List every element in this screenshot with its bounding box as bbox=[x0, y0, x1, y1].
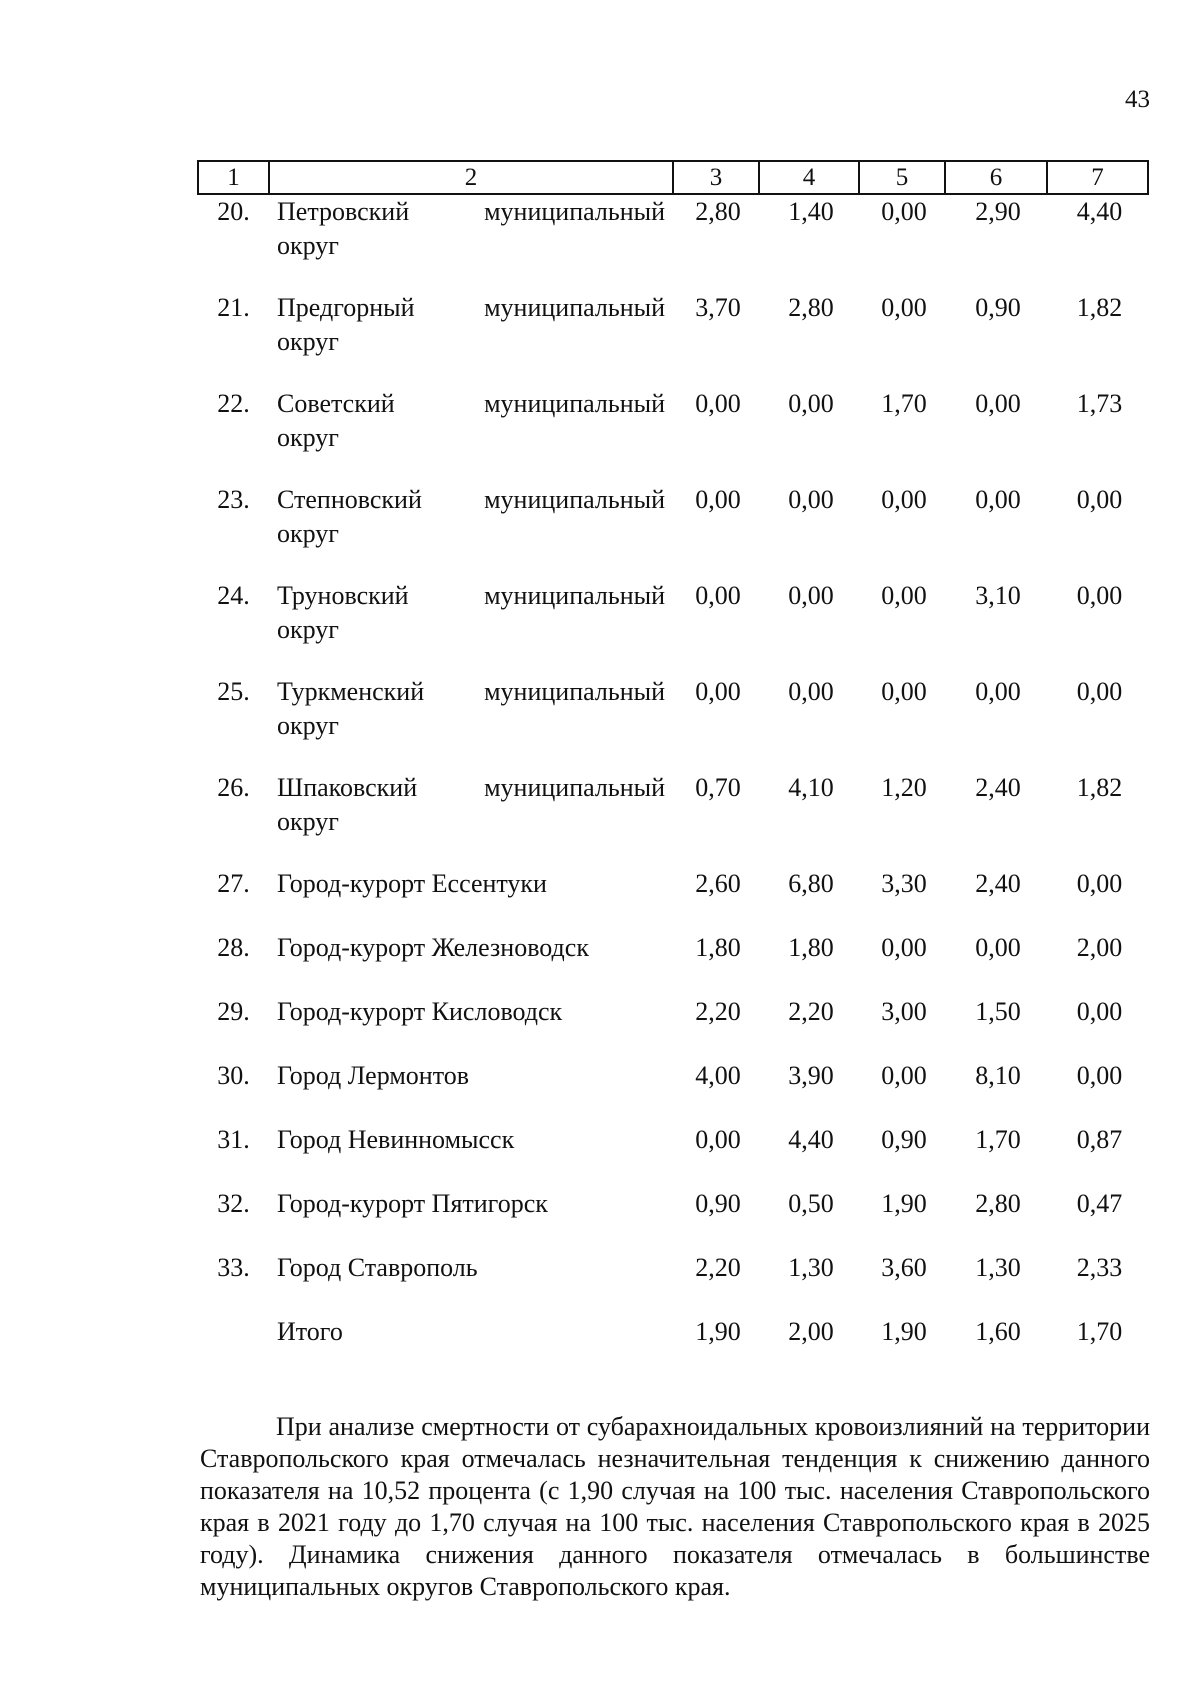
row-index: 29. bbox=[217, 997, 250, 1026]
header-col-2: 2 bbox=[269, 161, 673, 194]
row-index: 30. bbox=[217, 1061, 250, 1090]
row-value-5: 1,70 bbox=[881, 389, 927, 418]
row-value-4: 3,90 bbox=[788, 1061, 834, 1090]
row-value-6: 2,40 bbox=[975, 869, 1021, 898]
row-name: Город-курорт Пятигорск bbox=[277, 1189, 548, 1218]
row-value-5: 1,90 bbox=[881, 1317, 927, 1346]
row-value-4: 0,00 bbox=[788, 389, 834, 418]
row-value-3: 0,00 bbox=[695, 581, 741, 610]
row-value-7: 2,00 bbox=[1076, 933, 1123, 962]
row-value-7: 1,82 bbox=[1076, 773, 1123, 802]
row-value-6: 2,80 bbox=[975, 1189, 1021, 1218]
header-col-5: 5 bbox=[859, 161, 945, 194]
row-value-4: 2,00 bbox=[788, 1317, 834, 1346]
table-header bbox=[198, 161, 1148, 194]
row-value-6: 1,50 bbox=[975, 997, 1021, 1026]
row-name bbox=[269, 771, 673, 867]
row-name-word: Предгорный bbox=[277, 293, 415, 322]
table-row bbox=[198, 387, 1148, 483]
row-value-7: 2,33 bbox=[1076, 1253, 1123, 1282]
row-name-mid: муниципальный bbox=[484, 485, 665, 514]
row-name bbox=[269, 579, 673, 675]
row-value-7: 0,00 bbox=[1076, 997, 1123, 1026]
row-value-6: 0,00 bbox=[975, 485, 1021, 514]
row-name: Город-курорт Кисловодск bbox=[277, 997, 563, 1026]
row-value-7: 0,47 bbox=[1076, 1189, 1123, 1218]
data-table bbox=[197, 160, 1149, 1379]
row-value-4: 1,30 bbox=[788, 1253, 834, 1282]
row-value-6: 2,90 bbox=[975, 197, 1021, 226]
row-value-4: 6,80 bbox=[788, 869, 834, 898]
row-name-word: Петровский bbox=[277, 197, 410, 226]
row-index: 23. bbox=[217, 485, 250, 514]
table-row bbox=[198, 291, 1148, 387]
row-value-5: 0,00 bbox=[881, 293, 927, 322]
row-value-3: 2,80 bbox=[695, 197, 741, 226]
row-value-6: 1,70 bbox=[975, 1125, 1021, 1154]
row-name: Город-курорт Ессентуки bbox=[277, 869, 547, 898]
row-name bbox=[269, 194, 673, 291]
row-value-5: 0,00 bbox=[881, 1061, 927, 1090]
row-name-mid: муниципальный bbox=[484, 293, 665, 322]
row-value-7: 0,00 bbox=[1076, 677, 1123, 706]
row-index: 27. bbox=[217, 869, 250, 898]
table-row bbox=[198, 1059, 1148, 1123]
row-value-6: 1,30 bbox=[975, 1253, 1021, 1282]
row-name-end: округ bbox=[277, 231, 339, 260]
row-value-5: 0,00 bbox=[881, 581, 927, 610]
row-name-mid: муниципальный bbox=[484, 389, 665, 418]
row-name bbox=[269, 675, 673, 771]
table-row bbox=[198, 579, 1148, 675]
table-row bbox=[198, 995, 1148, 1059]
row-name: Итого bbox=[277, 1317, 343, 1346]
header-col-1: 1 bbox=[198, 161, 269, 194]
row-value-4: 2,80 bbox=[788, 293, 834, 322]
row-name-end: округ bbox=[277, 327, 339, 356]
row-name bbox=[269, 291, 673, 387]
row-value-5: 1,20 bbox=[881, 773, 927, 802]
row-value-6: 0,00 bbox=[975, 933, 1021, 962]
row-name-end: округ bbox=[277, 711, 339, 740]
row-index: 20. bbox=[217, 197, 250, 226]
table-row bbox=[198, 483, 1148, 579]
row-value-6: 0,00 bbox=[975, 677, 1021, 706]
row-name: Город Ставрополь bbox=[277, 1253, 478, 1282]
body-paragraph: При анализе смертности от субарахноидальных кровоизлияний на территории Ставропольского края отмечалась незначительная тенденция к снижению данного показателя на 10,52 процента (с 1,90 случая на 100 тыс. населения Ставропольского края в 2021 году до 1,70 случая на 100 тыс. населения Ставропольского края в 2025 году). Динамика снижения данного показателя отмечалась в большинстве муниципальных округов Ставропольского края. bbox=[200, 1412, 1150, 1601]
row-index bbox=[198, 1315, 269, 1379]
row-name-mid: муниципальный bbox=[484, 677, 665, 706]
row-name bbox=[269, 387, 673, 483]
row-value-6: 3,10 bbox=[975, 581, 1021, 610]
row-value-3: 2,20 bbox=[695, 997, 741, 1026]
row-index: 25. bbox=[217, 677, 250, 706]
row-name-mid: муниципальный bbox=[484, 773, 665, 802]
row-index: 31. bbox=[217, 1125, 250, 1154]
row-value-6: 8,10 bbox=[975, 1061, 1021, 1090]
row-index: 33. bbox=[217, 1253, 250, 1282]
row-name-end: округ bbox=[277, 519, 339, 548]
table-row bbox=[198, 771, 1148, 867]
row-value-3: 0,90 bbox=[695, 1189, 741, 1218]
row-name-end: округ bbox=[277, 615, 339, 644]
row-value-4: 0,00 bbox=[788, 485, 834, 514]
row-value-3: 4,00 bbox=[695, 1061, 741, 1090]
row-value-5: 0,90 bbox=[881, 1125, 927, 1154]
row-index: 21. bbox=[217, 293, 250, 322]
row-value-5: 1,90 bbox=[881, 1189, 927, 1218]
row-value-7: 0,00 bbox=[1076, 869, 1123, 898]
row-value-6: 0,90 bbox=[975, 293, 1021, 322]
row-value-3: 0,70 bbox=[695, 773, 741, 802]
row-value-4: 1,40 bbox=[788, 197, 834, 226]
row-index: 26. bbox=[217, 773, 250, 802]
row-name-end: округ bbox=[277, 423, 339, 452]
row-name bbox=[269, 483, 673, 579]
row-value-7: 4,40 bbox=[1076, 197, 1123, 226]
row-name-word: Труновский bbox=[277, 581, 409, 610]
row-value-7: 0,00 bbox=[1076, 1061, 1123, 1090]
header-col-6: 6 bbox=[945, 161, 1047, 194]
row-value-4: 1,80 bbox=[788, 933, 834, 962]
row-value-7: 1,73 bbox=[1076, 389, 1123, 418]
row-value-7: 0,87 bbox=[1076, 1125, 1123, 1154]
row-value-5: 0,00 bbox=[881, 933, 927, 962]
row-value-5: 3,60 bbox=[881, 1253, 927, 1282]
row-value-4: 4,10 bbox=[788, 773, 834, 802]
row-value-7: 1,82 bbox=[1076, 293, 1123, 322]
row-value-3: 0,00 bbox=[695, 389, 741, 418]
row-value-7: 1,70 bbox=[1076, 1317, 1123, 1346]
row-index: 24. bbox=[217, 581, 250, 610]
row-value-3: 3,70 bbox=[695, 293, 741, 322]
row-index: 32. bbox=[217, 1189, 250, 1218]
row-name: Город Невинномысск bbox=[277, 1125, 515, 1154]
table-row bbox=[198, 1187, 1148, 1251]
table-body bbox=[198, 194, 1148, 1379]
table-row bbox=[198, 675, 1148, 771]
row-index: 28. bbox=[217, 933, 250, 962]
table-row bbox=[198, 194, 1148, 291]
row-value-3: 0,00 bbox=[695, 485, 741, 514]
table-row bbox=[198, 931, 1148, 995]
row-value-4: 4,40 bbox=[788, 1125, 834, 1154]
row-value-4: 0,00 bbox=[788, 677, 834, 706]
row-name-word: Туркменский bbox=[277, 677, 425, 706]
row-name-word: Степновский bbox=[277, 485, 422, 514]
row-value-4: 0,50 bbox=[788, 1189, 834, 1218]
row-value-3: 0,00 bbox=[695, 1125, 741, 1154]
table-row-total bbox=[198, 1315, 1148, 1379]
table-row bbox=[198, 1123, 1148, 1187]
row-value-6: 1,60 bbox=[975, 1317, 1021, 1346]
row-name-word: Шпаковский bbox=[277, 773, 418, 802]
row-name-word: Советский bbox=[277, 389, 395, 418]
row-value-5: 0,00 bbox=[881, 197, 927, 226]
row-index: 22. bbox=[217, 389, 250, 418]
row-value-3: 1,80 bbox=[695, 933, 741, 962]
header-col-4: 4 bbox=[759, 161, 859, 194]
row-value-6: 2,40 bbox=[975, 773, 1021, 802]
page-number: 43 bbox=[1125, 86, 1150, 113]
row-value-5: 3,00 bbox=[881, 997, 927, 1026]
row-value-5: 0,00 bbox=[881, 485, 927, 514]
table-row bbox=[198, 867, 1148, 931]
row-value-4: 0,00 bbox=[788, 581, 834, 610]
row-value-3: 2,60 bbox=[695, 869, 741, 898]
row-name-mid: муниципальный bbox=[484, 581, 665, 610]
row-value-3: 0,00 bbox=[695, 677, 741, 706]
row-value-7: 0,00 bbox=[1076, 485, 1123, 514]
row-value-5: 3,30 bbox=[881, 869, 927, 898]
row-value-4: 2,20 bbox=[788, 997, 834, 1026]
row-value-7: 0,00 bbox=[1076, 581, 1123, 610]
row-value-3: 1,90 bbox=[695, 1317, 741, 1346]
row-name-mid: муниципальный bbox=[484, 197, 665, 226]
header-col-3: 3 bbox=[673, 161, 759, 194]
row-value-3: 2,20 bbox=[695, 1253, 741, 1282]
row-value-5: 0,00 bbox=[881, 677, 927, 706]
table-row bbox=[198, 1251, 1148, 1315]
row-value-6: 0,00 bbox=[975, 389, 1021, 418]
row-name: Город-курорт Железноводск bbox=[277, 933, 589, 962]
row-name: Город Лермонтов bbox=[277, 1061, 469, 1090]
header-col-7: 7 bbox=[1047, 161, 1148, 194]
row-name-end: округ bbox=[277, 807, 339, 836]
